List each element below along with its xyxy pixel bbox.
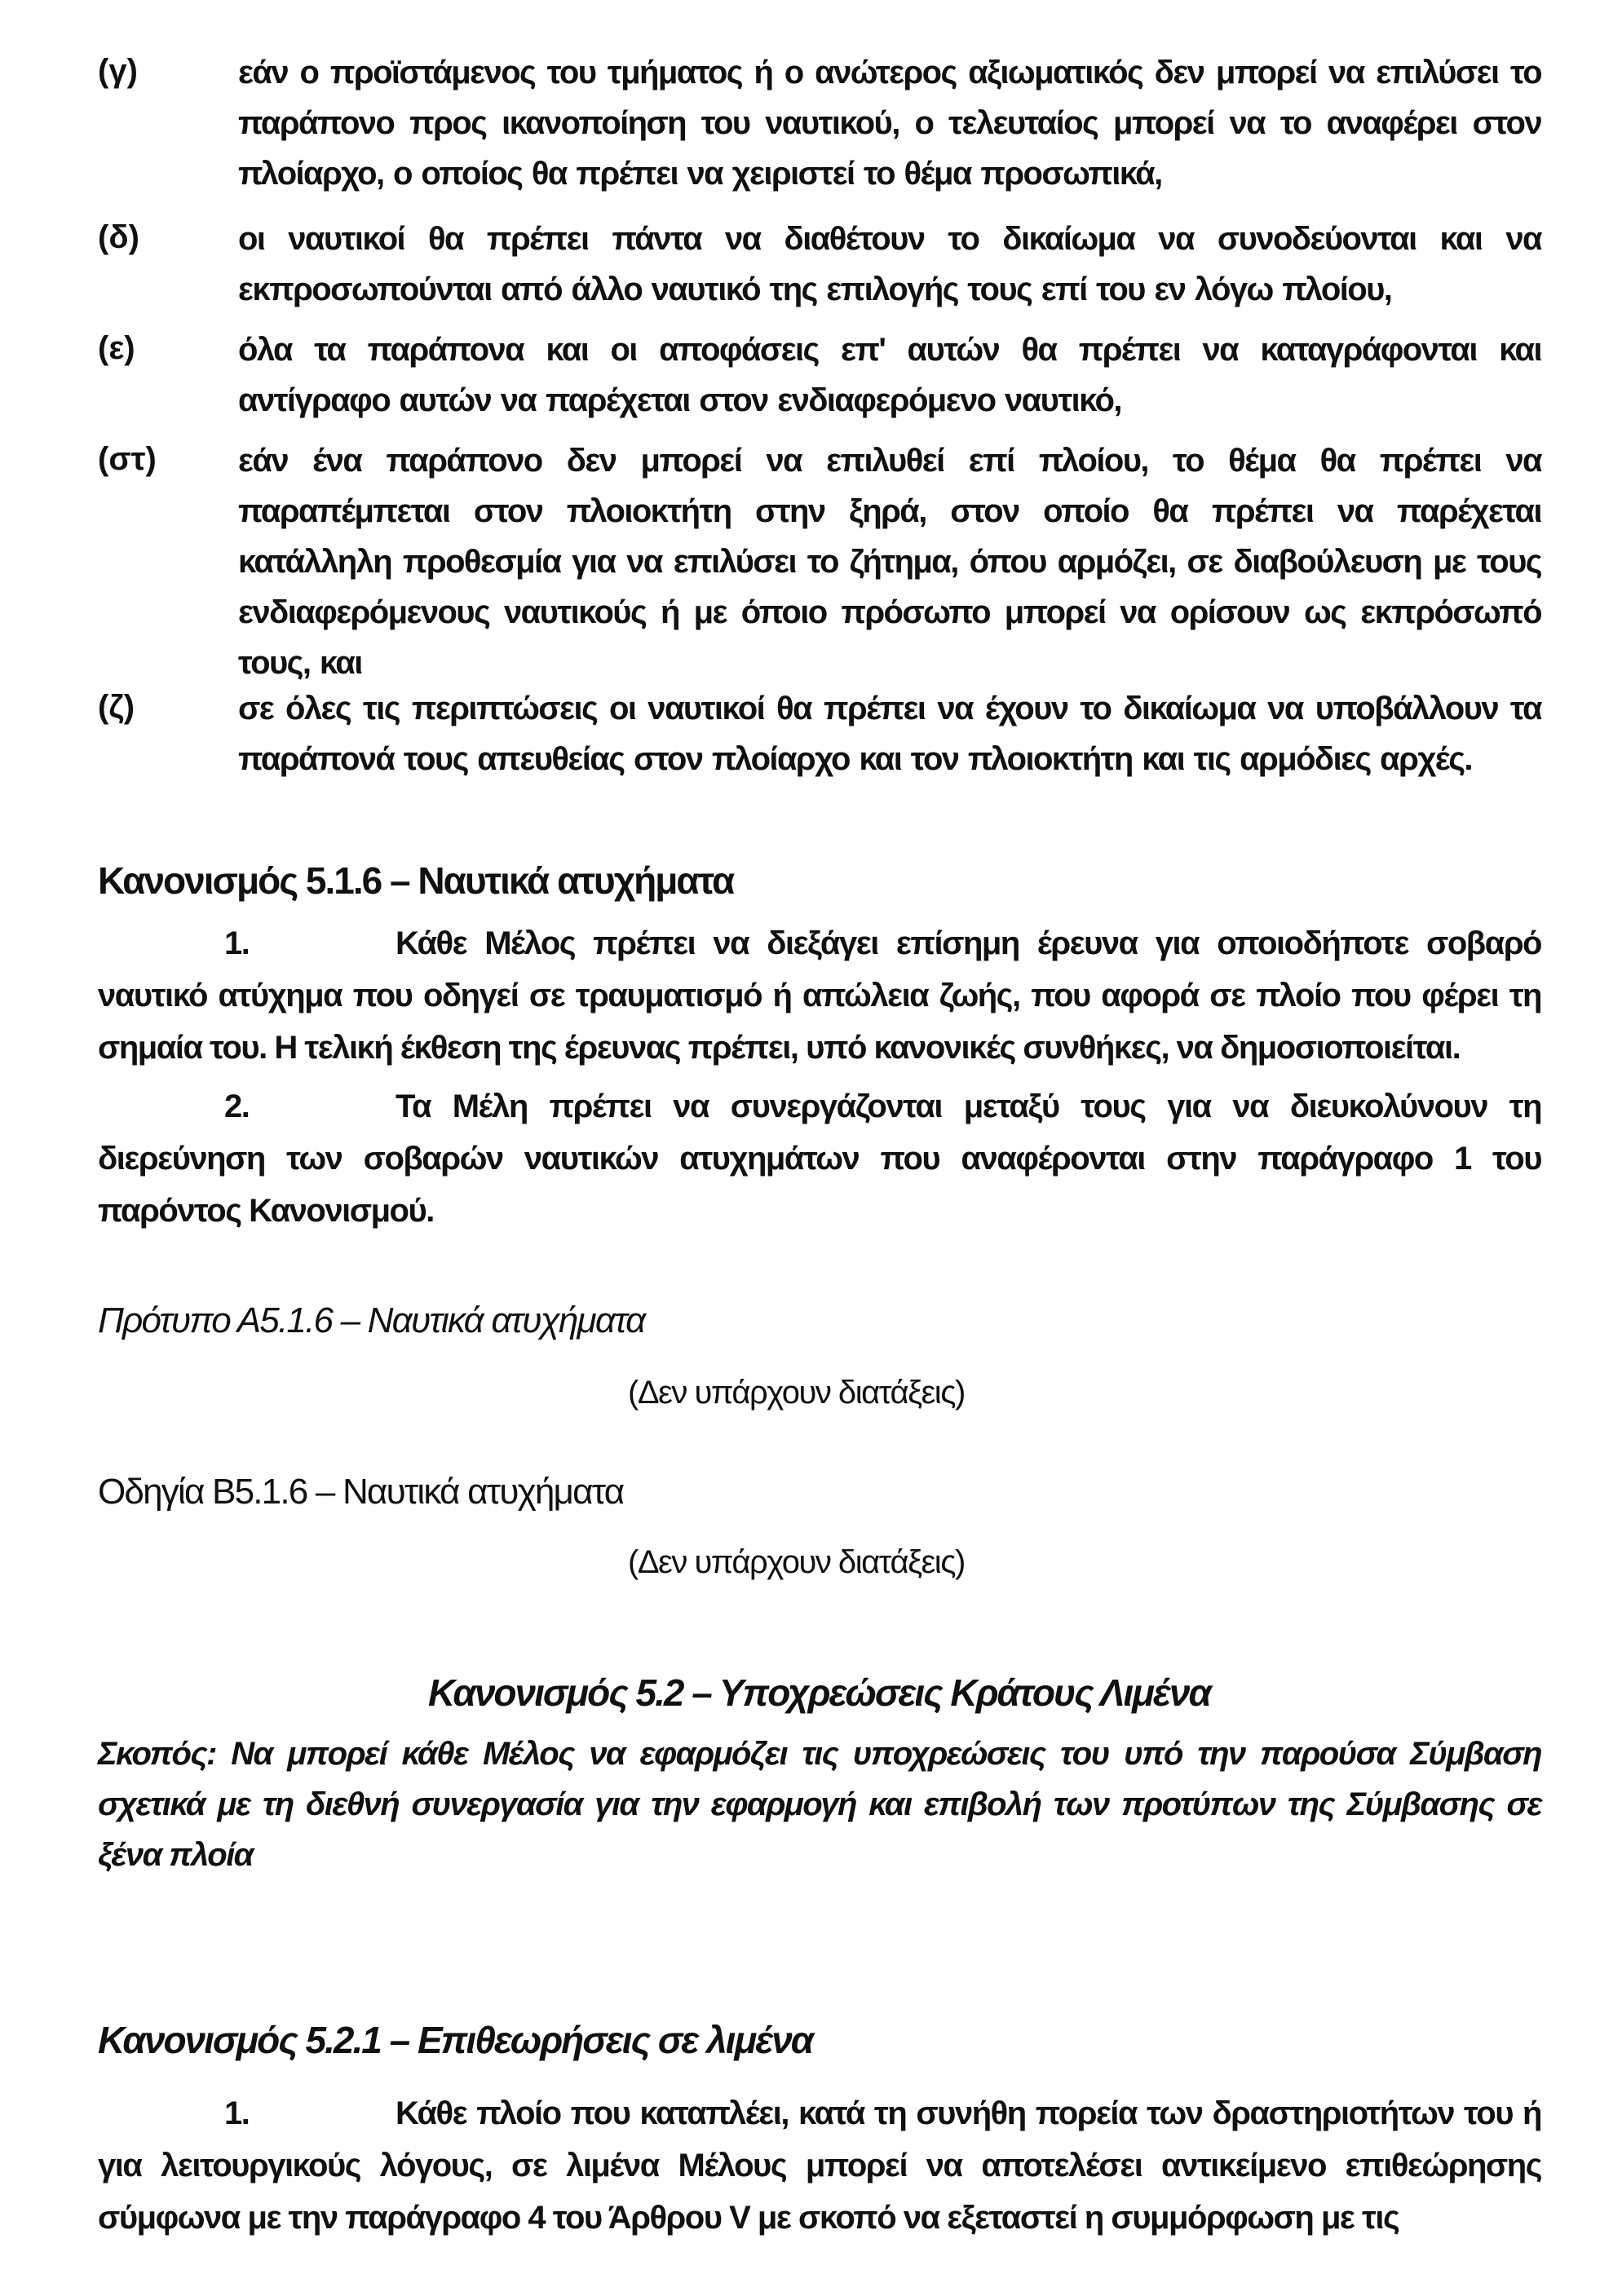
regulation-516-paragraph-2 xyxy=(98,1080,1541,1237)
paragraph-text: Τα Μέλη πρέπει να συνεργάζονται μεταξύ τους για να διευκολύνουν τη διερεύνηση των σοβαρών ναυτικών ατυχημάτων που αναφέρονται στην παράγραφο 1 του παρόντος Κανονισμού. xyxy=(98,1088,1541,1229)
list-item-label: (στ) xyxy=(98,441,157,477)
list-item-label: (γ) xyxy=(98,53,138,89)
regulation-516-heading: Κανονισμός 5.1.6 – Ναυτικά ατυχήματα xyxy=(98,859,734,902)
list-item-text: εάν ο προϊστάμενος του τμήματος ή ο ανώτερος αξιωματικός δεν μπορεί να επιλύσει το παράπονο προς ικανοποίηση του ναυτικού, ο τελευταίος μπορεί να το αναφέρει στον πλοίαρχο, ο οποίος θα πρέπει να χειριστεί το θέμα προσωπικά, xyxy=(238,55,1541,192)
regulation-521-paragraph-1 xyxy=(98,2087,1541,2244)
regulation-52-purpose: Σκοπός: Να μπορεί κάθε Μέλος να εφαρμόζει τις υποχρεώσεις του υπό την παρούσα Σύμβαση σχετικά με τη διεθνή συνεργασία για την εφαρμογή και επιβολή των προτύπων της Σύμβασης σε ξένα πλοία xyxy=(98,1736,1541,1873)
list-item-text: οι ναυτικοί θα πρέπει πάντα να διαθέτουν το δικαίωμα να συνοδεύονται και να εκπροσωπούνται από άλλο ναυτικό της επιλογής τους επί του εν λόγω πλοίου, xyxy=(238,221,1541,307)
list-item-label: (ζ) xyxy=(98,689,135,725)
standard-a516-heading: Πρότυπο Α5.1.6 – Ναυτικά ατυχήματα xyxy=(98,1300,645,1340)
guideline-b516-heading: Οδηγία Β5.1.6 – Ναυτικά ατυχήματα xyxy=(98,1472,624,1512)
regulation-516-paragraph-1 xyxy=(98,917,1541,1074)
list-item-label: (ε) xyxy=(98,330,135,366)
paragraph-text: Κάθε Μέλος πρέπει να διεξάγει επίσημη έρευνα για οποιοδήποτε σοβαρό ναυτικό ατύχημα που οδηγεί σε τραυματισμό ή απώλεια ζωής, που αφορά σε πλοίο που φέρει τη σημαία του. Η τελική έκθεση της έρευνας πρέπει, υπό κανονικές συνθήκες, να δημοσιοποιείται. xyxy=(98,925,1541,1066)
regulation-52-heading: Κανονισμός 5.2 – Υποχρεώσεις Κράτους Λιμένα xyxy=(427,1671,1211,1714)
regulation-521-heading: Κανονισμός 5.2.1 – Επιθεωρήσεις σε λιμένα xyxy=(98,2019,813,2061)
guideline-b516-note: (Δεν υπάρχουν διατάξεις) xyxy=(628,1544,965,1580)
paragraph-number: 1. xyxy=(224,925,250,961)
list-item-text: σε όλες τις περιπτώσεις οι ναυτικοί θα πρέπει να έχουν το δικαίωμα να υποβάλλουν τα παράπονά τους απευθείας στον πλοίαρχο και τον πλοιοκτήτη και τις αρμόδιες αρχές. xyxy=(238,691,1541,777)
list-item-text: όλα τα παράπονα και οι αποφάσεις επ' αυτών θα πρέπει να καταγράφονται και αντίγραφο αυτών να παρέχεται στον ενδιαφερόμενο ναυτικό, xyxy=(238,332,1541,418)
paragraph-number: 1. xyxy=(224,2095,250,2131)
list-item-label: (δ) xyxy=(98,219,139,255)
standard-a516-note: (Δεν υπάρχουν διατάξεις) xyxy=(628,1375,965,1411)
paragraph-text: Κάθε πλοίο που καταπλέει, κατά τη συνήθη πορεία των δραστηριοτήτων του ή για λειτουργικούς λόγους, σε λιμένα Μέλους μπορεί να αποτελέσει αντικείμενο επιθεώρησης σύμφωνα με την παράγραφο 4 του Άρθρου V με σκοπό να εξεταστεί η συμμόρφωση με τις xyxy=(98,2095,1541,2236)
list-item-text: εάν ένα παράπονο δεν μπορεί να επιλυθεί επί πλοίου, το θέμα θα πρέπει να παραπέμπεται στον πλοιοκτήτη στην ξηρά, στον οποίο θα πρέπει να παρέχεται κατάλληλη προθεσμία για να επιλύσει το ζήτημα, όπου αρμόζει, σε διαβούλευση με τους ενδιαφερόμενους ναυτικούς ή με όποιο πρόσωπο μπορεί να ορίσουν ως εκπρόσωπό τους, και xyxy=(238,443,1541,681)
paragraph-number: 2. xyxy=(224,1088,250,1124)
